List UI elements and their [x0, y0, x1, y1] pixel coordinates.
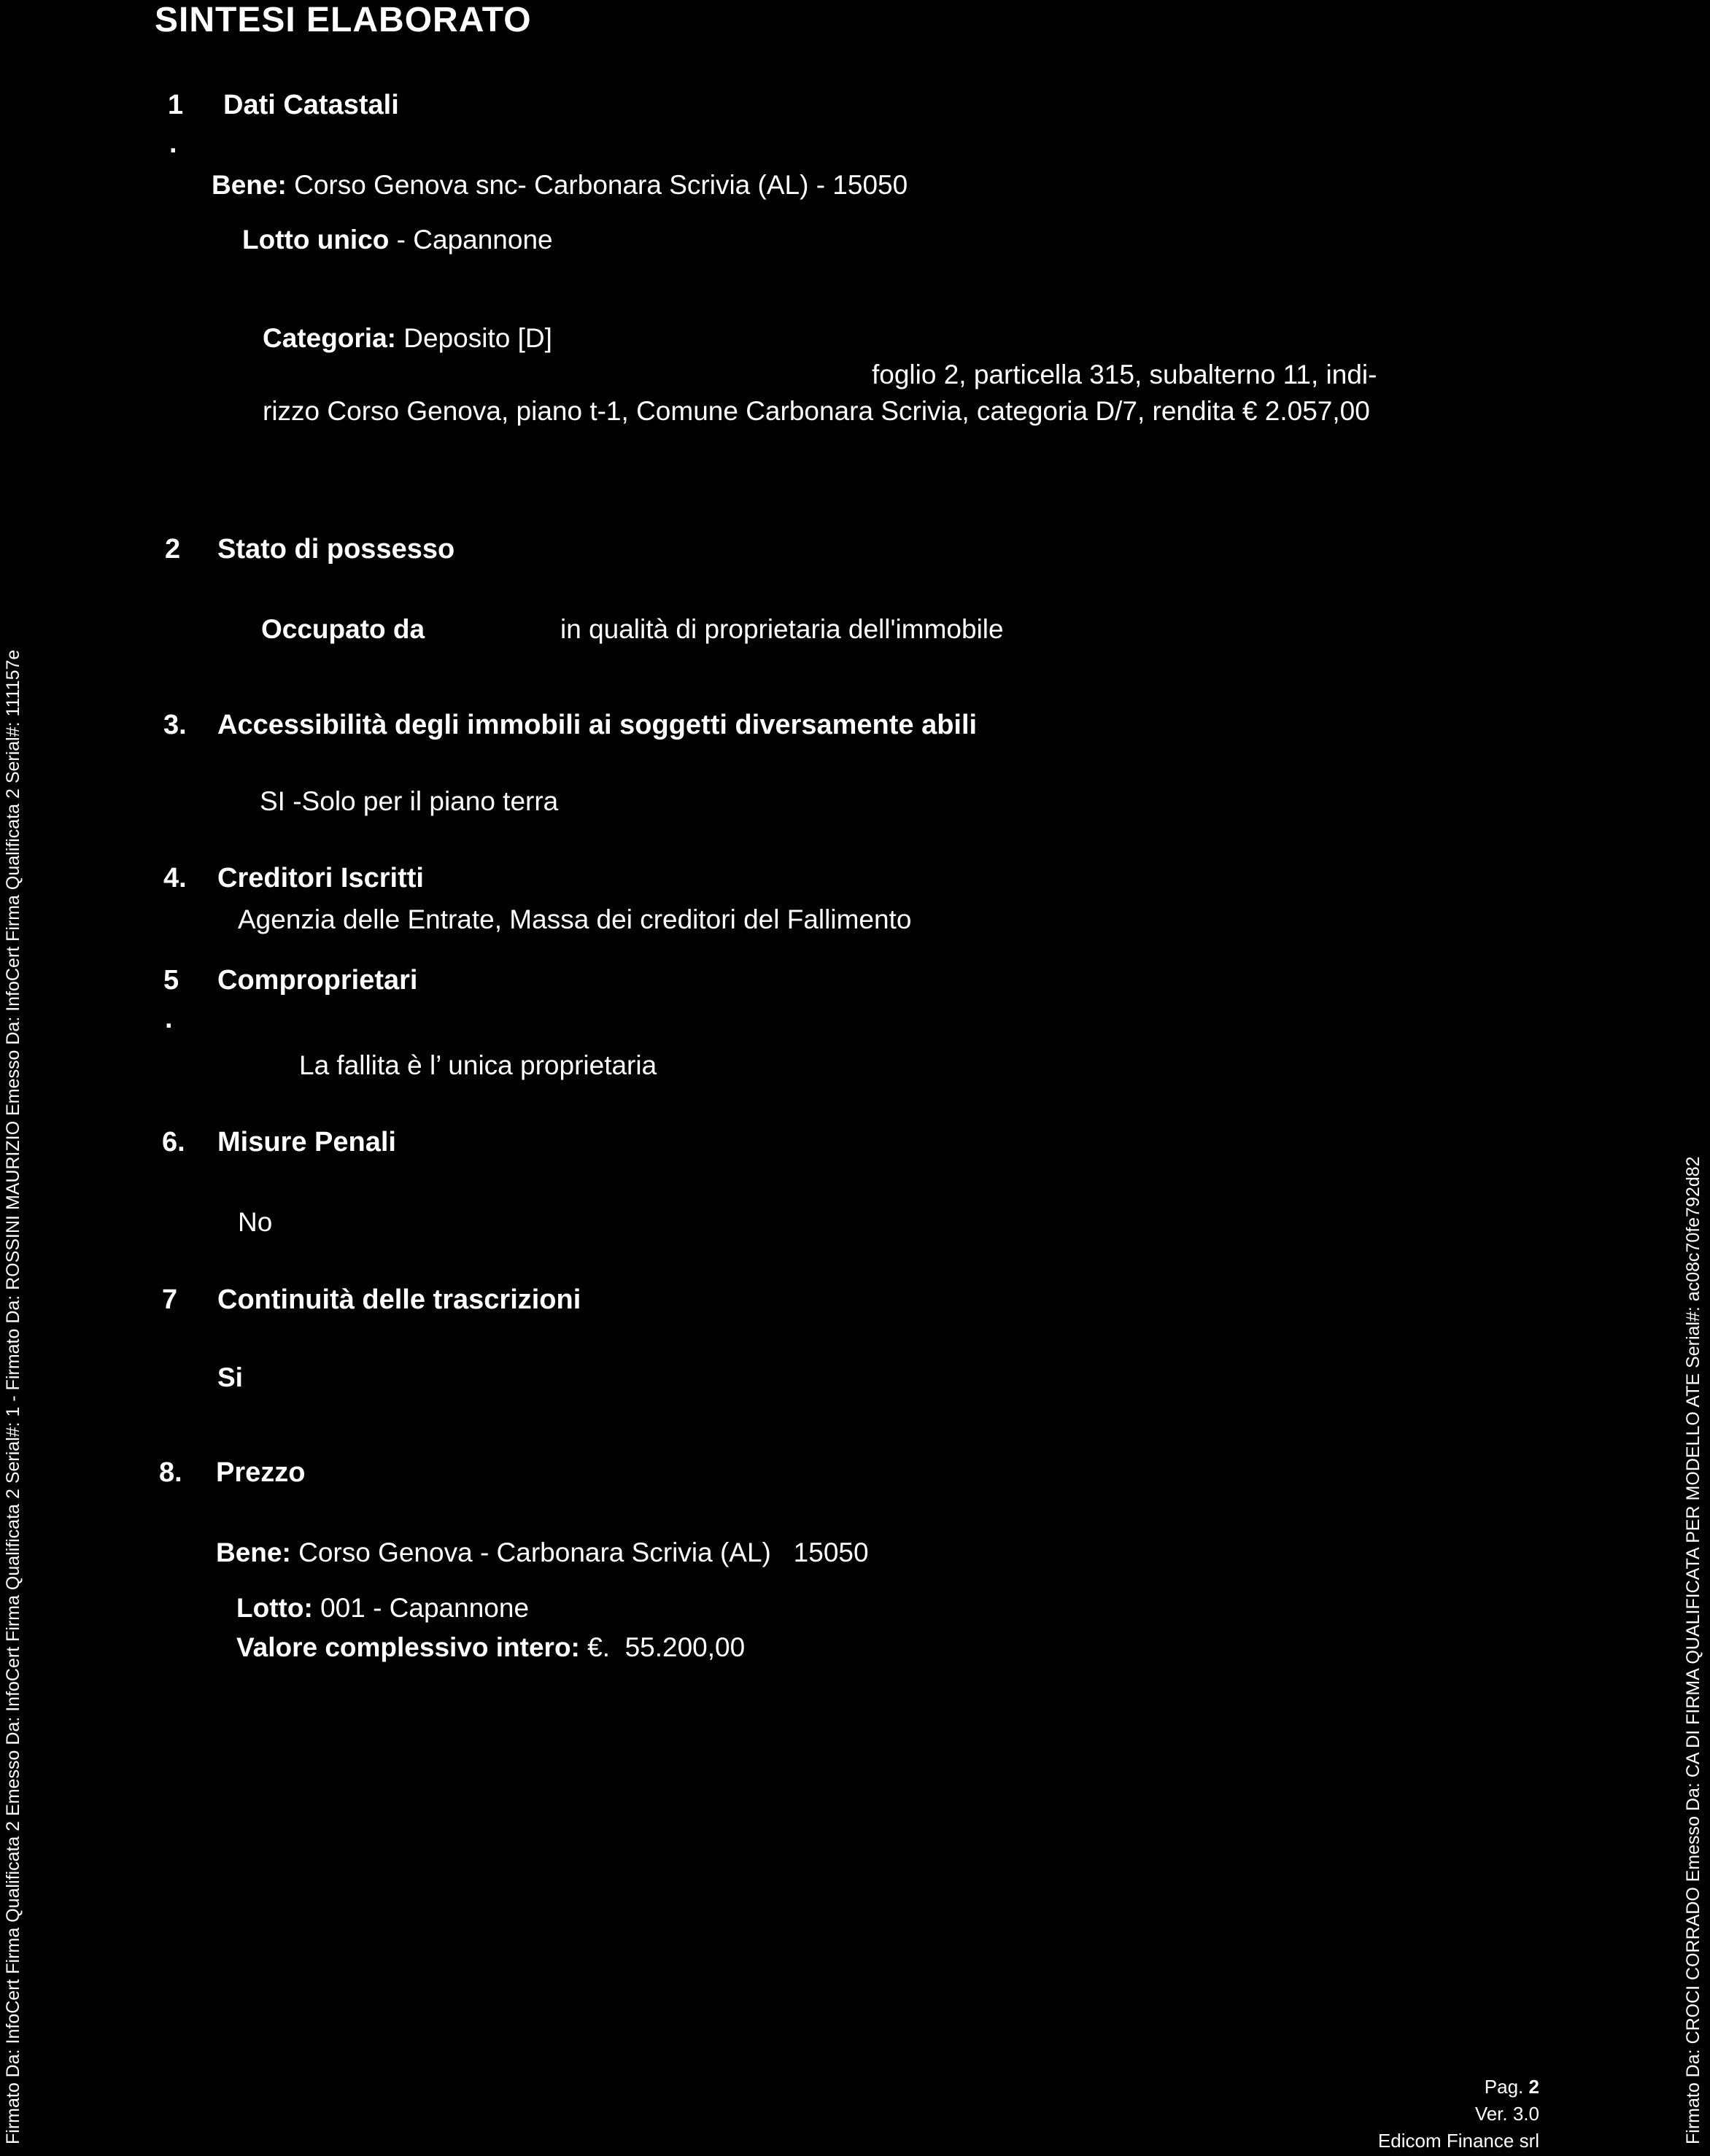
bene-value: Corso Genova snc- Carbonara Scrivia (AL) - 15050	[294, 170, 908, 200]
section-1-bene	[212, 171, 908, 198]
section-1-categoria	[263, 325, 552, 352]
section-5-dot: .	[165, 1004, 173, 1034]
section-3-heading: Accessibilità degli immobili ai soggetti diversamente abili	[217, 710, 978, 740]
lotto-label: Lotto:	[236, 1593, 313, 1623]
section-4-value: Agenzia delle Entrate, Massa dei creditori del Fallimento	[238, 904, 912, 934]
section-5-number: 5	[163, 965, 179, 996]
section-8-valore	[236, 1634, 745, 1661]
section-3-value: SI -Solo per il piano terra	[260, 786, 559, 816]
occupato-value: in qualità di proprietaria dell'immobile	[560, 614, 1004, 644]
bene-label: Bene:	[212, 170, 287, 200]
lotto-label: Lotto unico	[242, 225, 390, 255]
section-8-heading: Prezzo	[216, 1457, 306, 1488]
section-1-number: 1	[168, 90, 184, 120]
page-title: SINTESI ELABORATO	[155, 1, 532, 39]
section-1-lotto	[242, 226, 553, 253]
company-label: Edicom Finance srl	[1377, 2130, 1539, 2152]
version-label: Ver. 3.0	[1474, 2103, 1539, 2125]
section-8-number: 8.	[159, 1457, 182, 1488]
section-6-value: No	[238, 1207, 273, 1237]
section-7-value: Si	[217, 1362, 243, 1392]
section-5-value: La fallita è l’ unica proprietaria	[299, 1050, 657, 1080]
bene-value: Corso Genova - Carbonara Scrivia (AL) 15050	[298, 1537, 869, 1567]
section-6-heading: Misure Penali	[217, 1127, 396, 1158]
section-6-number: 6.	[162, 1127, 185, 1158]
section-4-number: 4.	[163, 863, 187, 893]
section-1-dot: .	[169, 128, 177, 159]
bene-label: Bene:	[216, 1537, 291, 1567]
categoria-value: Deposito [D]	[403, 323, 552, 353]
section-8-bene	[216, 1539, 869, 1566]
section-7-number: 7	[162, 1284, 178, 1315]
section-4-heading: Creditori Iscritti	[217, 863, 424, 893]
page-number: Pag. 2	[1484, 2076, 1539, 2098]
section-1-heading: Dati Catastali	[223, 90, 399, 120]
section-5-heading: Comproprietari	[217, 965, 418, 996]
signature-stamp-right: Firmato Da: CROCI CORRADO Emesso Da: CA DI FIRMA QUALIFICATA PER MODELLO ATE Serial#: ac08c70fe792d82	[1683, 1156, 1703, 2144]
section-2-heading: Stato di possesso	[217, 534, 455, 565]
section-3-number: 3.	[163, 710, 187, 740]
catasto-line-2: rizzo Corso Genova, piano t-1, Comune Carbonara Scrivia, categoria D/7, rendita € 2.057,00	[263, 396, 1370, 426]
valore-value: €. 55.200,00	[587, 1632, 746, 1662]
section-7-heading: Continuità delle trascrizioni	[217, 1284, 581, 1315]
section-2-number: 2	[165, 534, 181, 565]
categoria-label: Categoria:	[263, 323, 396, 353]
signature-stamp-left: Firmato Da: InfoCert Firma Qualificata 2 Emesso Da: InfoCert Firma Qualificata 2 Serial#: 1 - Firmato Da: ROSSINI MAURIZIO Emesso Da: InfoCert Firma Qualificata 2 Serial#: 111157e	[3, 649, 23, 2144]
valore-label: Valore complessivo intero:	[236, 1632, 580, 1662]
catasto-line-1: foglio 2, particella 315, subalterno 11, indi-	[872, 360, 1377, 389]
section-8-lotto	[236, 1594, 529, 1621]
occupato-label: Occupato da	[261, 614, 425, 644]
lotto-value: 001 - Capannone	[320, 1593, 530, 1623]
lotto-value: - Capannone	[396, 225, 553, 255]
